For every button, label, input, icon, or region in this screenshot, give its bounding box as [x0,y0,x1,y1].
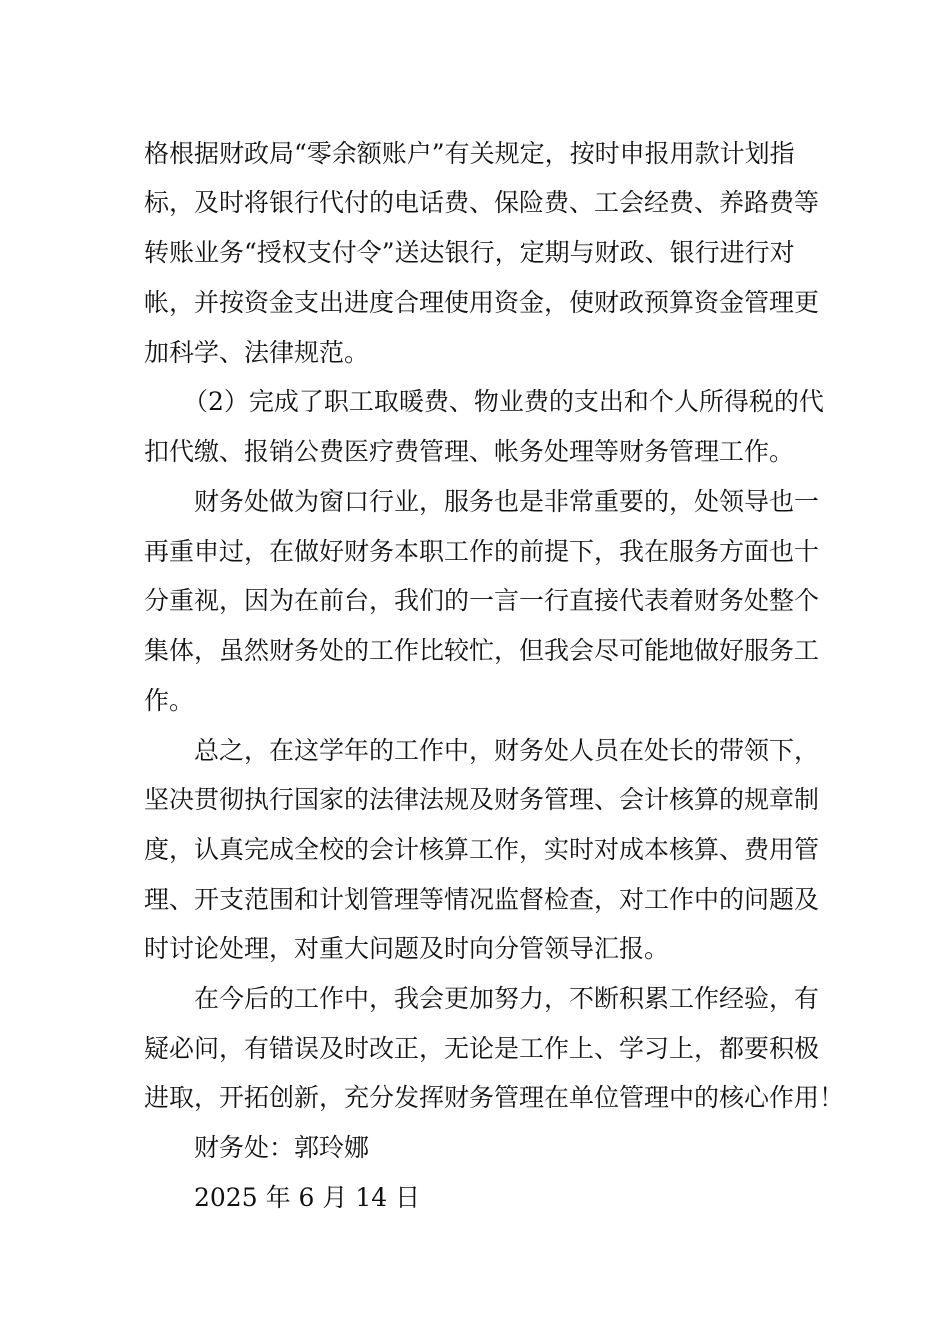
paragraph-3-line-4: 集体，虽然财务处的工作比较忙，但我会尽可能地做好服务工 [144,636,820,665]
paragraph-1-line-4: 帐，并按资金支出进度合理使用资金，使财政预算资金管理更 [144,288,820,317]
paragraph-5-line-1: 在今后的工作中，我会更加努力，不断积累工作经验，有 [194,984,820,1013]
paragraph-3-line-3: 分重视，因为在前台，我们的一言一行直接代表着财务处整个 [144,586,820,615]
paragraph-4-line-3: 度，认真完成全校的会计核算工作，实时对成本核算、费用管 [144,835,820,864]
paragraph-3-line-1: 财务处做为窗口行业，服务也是非常重要的，处领导也一 [194,487,820,516]
paragraph-4-line-5: 时讨论处理，对重大问题及时向分管领导汇报。 [144,934,670,963]
paragraph-1-line-2: 标，及时将银行代付的电话费、保险费、工会经费、养路费等 [144,188,820,217]
paragraph-1-line-3: 转账业务“授权支付令”送达银行，定期与财政、银行进行对 [144,238,795,267]
paragraph-3-line-5: 作。 [144,686,195,715]
signature: 财务处：郭玲娜 [194,1133,370,1162]
paragraph-1-line-5: 加科学、法律规范。 [144,338,370,367]
paragraph-1-line-1: 格根据财政局“零余额账户”有关规定，按时申报用款计划指 [144,139,795,168]
date: 2025 年 6 月 14 日 [194,1183,421,1212]
paragraph-4-line-2: 坚决贯彻执行国家的法律法规及财务管理、会计核算的规章制 [144,785,820,814]
paragraph-2-line-1: （2）完成了职工取暖费、物业费的支出和个人所得税的代 [183,387,824,416]
paragraph-5-line-3: 进取，开拓创新，充分发挥财务管理在单位管理中的核心作用！ [144,1083,845,1112]
paragraph-2-line-2: 扣代缴、报销公费医疗费管理、帐务处理等财务管理工作。 [144,437,795,466]
paragraph-3-line-2: 再重申过，在做好财务本职工作的前提下，我在服务方面也十 [144,537,820,566]
paragraph-4-line-4: 理、开支范围和计划管理等情况监督检查，对工作中的问题及 [144,885,820,914]
paragraph-5-line-2: 疑必问，有错误及时改正，无论是工作上、学习上，都要积极 [144,1034,820,1063]
paragraph-4-line-1: 总之，在这学年的工作中，财务处人员在处长的带领下， [194,736,820,765]
